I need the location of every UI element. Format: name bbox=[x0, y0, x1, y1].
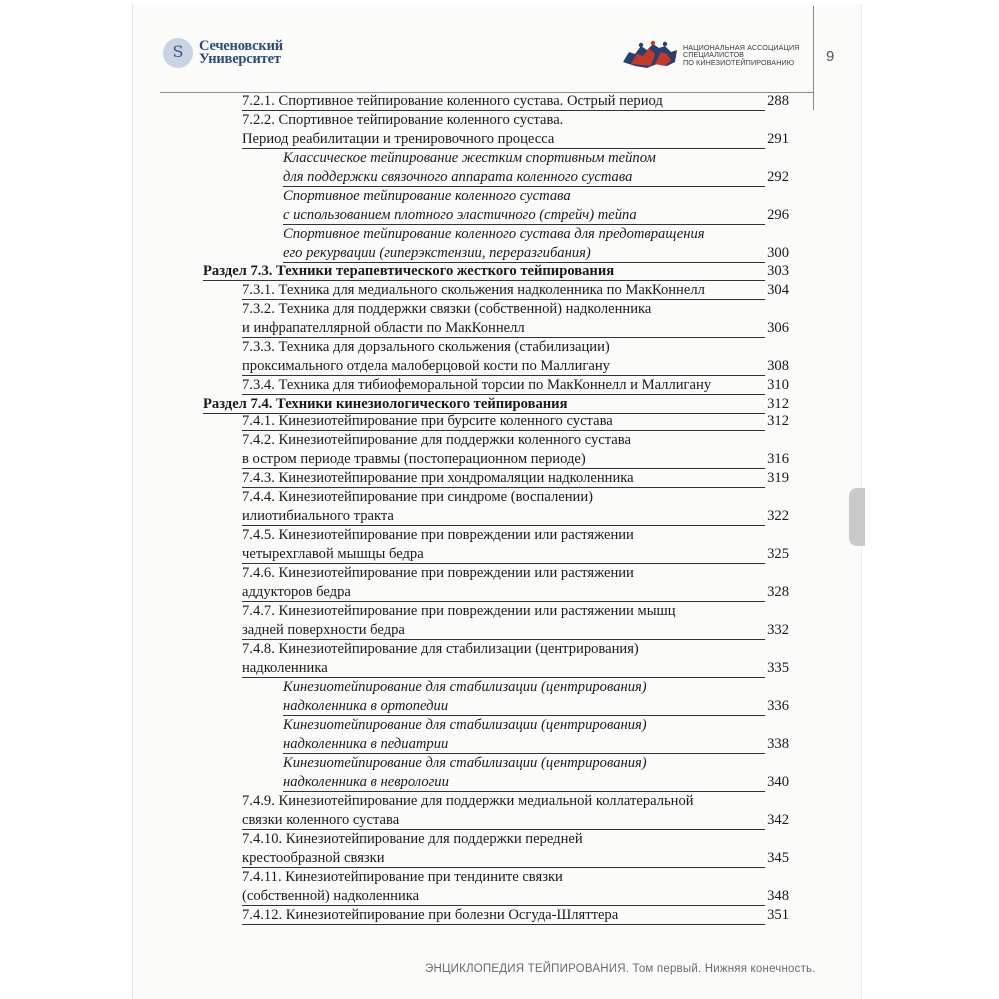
toc-entry-title: 7.4.2. Кинезиотейпирование для поддержки коленного сустава bbox=[242, 432, 631, 448]
toc-entry-title: Спортивное тейпирование коленного сустава для предотвращения bbox=[283, 226, 705, 242]
page-number: 9 bbox=[826, 48, 835, 65]
toc-entry-title: 7.2.1. Спортивное тейпирование коленного сустава. Острый период bbox=[242, 93, 663, 109]
toc-entry-title: 7.3.2. Техника для поддержки связки (собственной) надколенника bbox=[242, 301, 652, 317]
toc-page-number: 335 bbox=[767, 660, 789, 676]
university-emblem-icon: S bbox=[163, 38, 193, 68]
toc-entry-title: для поддержки связочного аппарата коленного сустава bbox=[283, 169, 633, 185]
running-footer: ЭНЦИКЛОПЕДИЯ ТЕЙПИРОВАНИЯ. Том первый. Нижняя конечность. bbox=[425, 963, 816, 975]
toc-entry-title: 7.4.7. Кинезиотейпирование при повреждении или растяжении мышц bbox=[242, 603, 676, 619]
association-logo bbox=[621, 40, 800, 70]
toc-page-number: 292 bbox=[767, 169, 789, 185]
toc-page-number: 312 bbox=[767, 396, 789, 412]
toc-entry-title: в остром периоде травмы (постоперационном периоде) bbox=[242, 451, 586, 467]
toc-page-number: 296 bbox=[767, 207, 789, 223]
toc-entry-title: надколенника bbox=[242, 660, 328, 676]
toc-entry-title: 7.4.10. Кинезиотейпирование для поддержки передней bbox=[242, 831, 583, 847]
toc-page-number: 300 bbox=[767, 245, 789, 261]
toc-entry-title: илиотибиального тракта bbox=[242, 508, 394, 524]
toc-entry-title: 7.4.9. Кинезиотейпирование для поддержки медиальной коллатеральной bbox=[242, 793, 694, 809]
header-vertical-divider bbox=[813, 6, 814, 110]
toc-entry-title: 7.4.4. Кинезиотейпирование при синдроме (воспалении) bbox=[242, 489, 593, 505]
toc-page-number: 342 bbox=[767, 812, 789, 828]
toc-page-number: 303 bbox=[767, 263, 789, 279]
toc-page-number: 310 bbox=[767, 377, 789, 393]
toc-entry-title: 7.4.1. Кинезиотейпирование при бурсите коленного сустава bbox=[242, 413, 613, 429]
toc-page-number: 322 bbox=[767, 508, 789, 524]
university-name: Сеченовский Университет bbox=[199, 38, 283, 67]
toc-entry-title: Спортивное тейпирование коленного сустава bbox=[283, 188, 571, 204]
toc-entry-title: 7.3.3. Техника для дорзального скольжения (стабилизации) bbox=[242, 339, 610, 355]
toc-entry-title: Раздел 7.4. Техники кинезиологического тейпирования bbox=[203, 396, 568, 412]
toc-entry-title: проксимального отдела малоберцовой кости по Маллигану bbox=[242, 358, 610, 374]
toc-entry-title: Кинезиотейпирование для стабилизации (центрирования) bbox=[283, 679, 647, 695]
toc-entry-title: (собственной) надколенника bbox=[242, 888, 420, 904]
toc-page-number: 348 bbox=[767, 888, 789, 904]
association-name: НАЦИОНАЛЬНАЯ АССОЦИАЦИЯ СПЕЦИАЛИСТОВ ПО КИНЕЗИОТЕЙПИРОВАНИЮ bbox=[683, 42, 800, 67]
toc-page-number: 325 bbox=[767, 546, 789, 562]
toc-entry-title: надколенника в неврологии bbox=[283, 774, 449, 790]
toc-entry-title: 7.4.6. Кинезиотейпирование при повреждении или растяжении bbox=[242, 565, 634, 581]
toc-entry-title: 7.4.8. Кинезиотейпирование для стабилизации (центрирования) bbox=[242, 641, 639, 657]
toc-page-number: 306 bbox=[767, 320, 789, 336]
toc-entry-title: и инфрапателлярной области по МакКоннелл bbox=[242, 320, 525, 336]
toc-page-number: 336 bbox=[767, 698, 789, 714]
toc-entry-title: 7.3.4. Техника для тибиофеморальной торсии по МакКоннелл и Маллигану bbox=[242, 377, 712, 393]
association-emblem-icon bbox=[621, 40, 679, 70]
toc-entry-title: Раздел 7.3. Техники терапевтического жесткого тейпирования bbox=[203, 263, 615, 279]
toc-page-number: 328 bbox=[767, 584, 789, 600]
toc-entry-title: 7.4.12. Кинезиотейпирование при болезни Осгуда-Шляттера bbox=[242, 907, 619, 923]
toc-entry-title: 7.2.2. Спортивное тейпирование коленного сустава. bbox=[242, 112, 564, 128]
toc-page-number: 312 bbox=[767, 413, 789, 429]
toc-entry-title: задней поверхности бедра bbox=[242, 622, 405, 638]
toc-page-number: 291 bbox=[767, 131, 789, 147]
toc-page-number: 308 bbox=[767, 358, 789, 374]
toc-page-number: 288 bbox=[767, 93, 789, 109]
toc-entry-title: с использованием плотного эластичного (стрейч) тейпа bbox=[283, 207, 637, 223]
toc-entry-title: 7.3.1. Техника для медиального скольжения надколенника по МакКоннелл bbox=[242, 282, 705, 298]
toc-page-number: 316 bbox=[767, 451, 789, 467]
toc-page-number: 332 bbox=[767, 622, 789, 638]
toc-entry-title: крестообразной связки bbox=[242, 850, 385, 866]
toc-entry-title: Кинезиотейпирование для стабилизации (центрирования) bbox=[283, 717, 647, 733]
toc-page-number: 338 bbox=[767, 736, 789, 752]
toc-entry-title: его рекурвации (гиперэкстензии, переразгибания) bbox=[283, 245, 591, 261]
toc-entry-title: четырехглавой мышцы бедра bbox=[242, 546, 424, 562]
toc-entry-title: 7.4.3. Кинезиотейпирование при хондромаляции надколенника bbox=[242, 470, 634, 486]
toc-page-number: 340 bbox=[767, 774, 789, 790]
toc-entry-title: Классическое тейпирование жестким спортивным тейпом bbox=[283, 150, 656, 166]
toc-page-number: 351 bbox=[767, 907, 789, 923]
toc-entry-title: надколенника в педиатрии bbox=[283, 736, 449, 752]
toc-entry-title: Период реабилитации и тренировочного процесса bbox=[242, 131, 555, 147]
toc-page-number: 304 bbox=[767, 282, 789, 298]
toc-entry-title: 7.4.5. Кинезиотейпирование при повреждении или растяжении bbox=[242, 527, 634, 543]
toc-page-number: 319 bbox=[767, 470, 789, 486]
sechenov-logo bbox=[163, 38, 283, 68]
toc-entry-title: аддукторов бедра bbox=[242, 584, 351, 600]
toc-underline bbox=[242, 924, 765, 925]
toc-entry-title: 7.4.11. Кинезиотейпирование при тендините связки bbox=[242, 869, 563, 885]
toc-page-number: 345 bbox=[767, 850, 789, 866]
toc-entry-title: надколенника в ортопедии bbox=[283, 698, 449, 714]
page-edge-tab bbox=[849, 488, 865, 546]
toc-entry-title: Кинезиотейпирование для стабилизации (центрирования) bbox=[283, 755, 647, 771]
toc-entry-title: связки коленного сустава bbox=[242, 812, 400, 828]
